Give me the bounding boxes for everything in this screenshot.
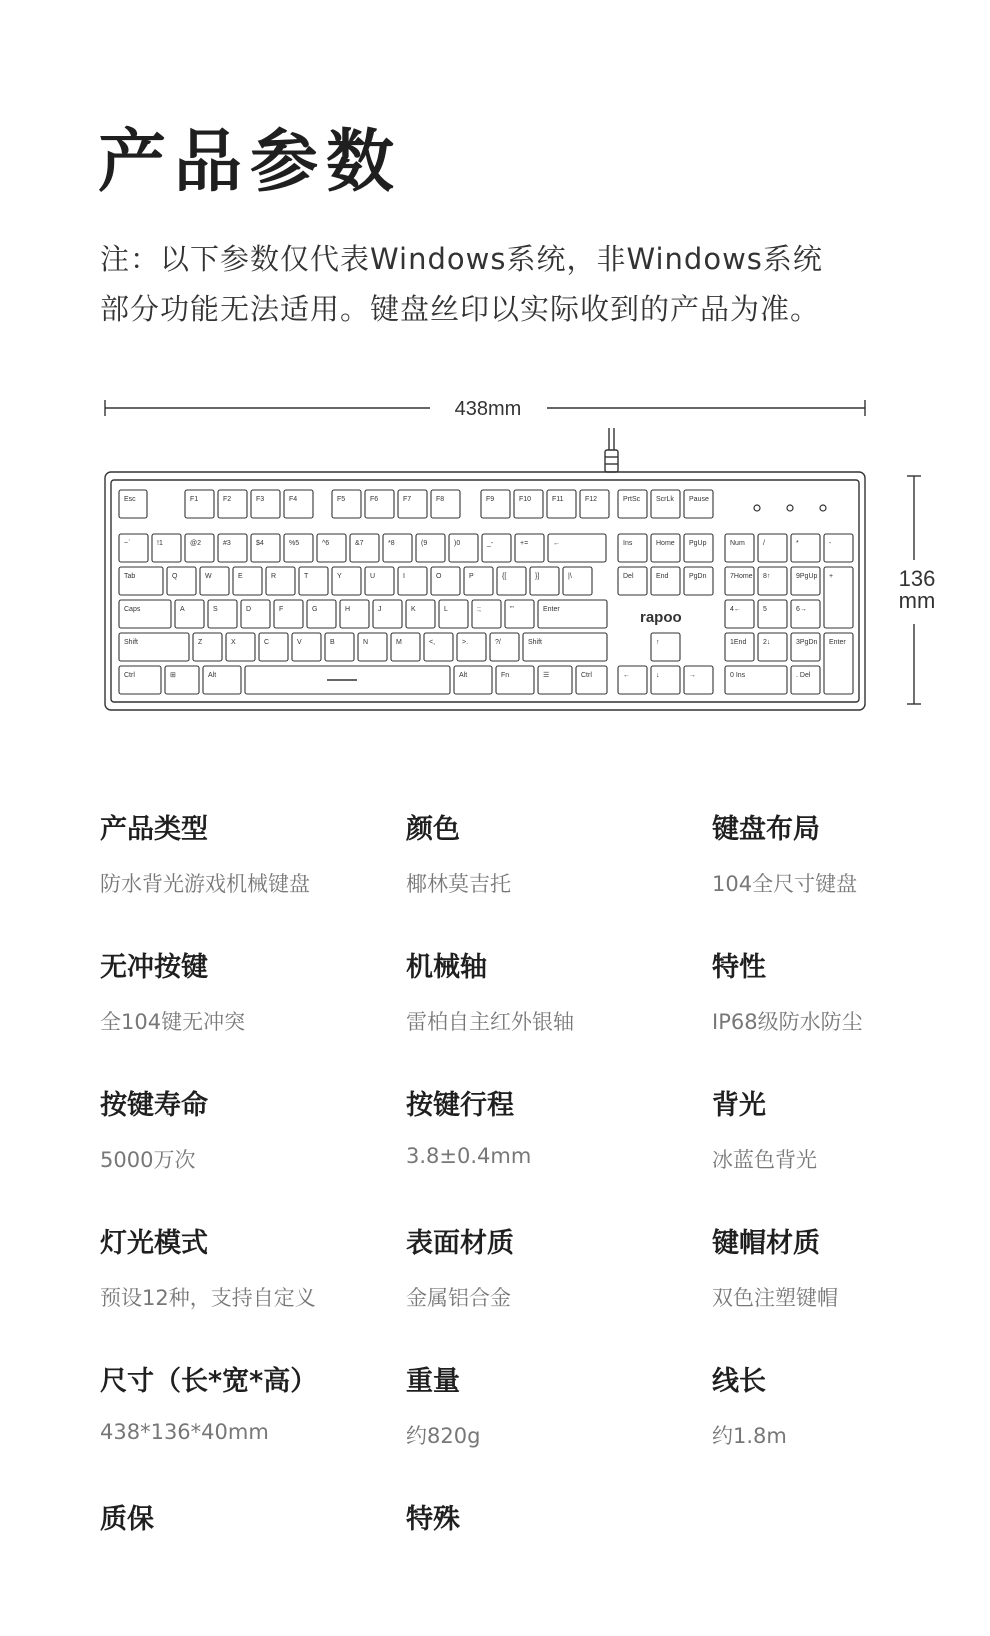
key-cap <box>791 666 820 694</box>
key-label: N <box>363 639 369 646</box>
key-label: ~` <box>124 540 131 547</box>
key-label: }] <box>535 573 540 580</box>
key-label: ← <box>553 540 560 547</box>
key-cap <box>618 534 647 562</box>
key-cap <box>824 534 853 562</box>
key-cap <box>226 633 255 661</box>
key-cap <box>431 490 460 518</box>
page-title: 产品参数 <box>98 123 403 202</box>
key-label: |\ <box>568 573 572 580</box>
spec-value: IP68级防水防尘 <box>712 1010 863 1034</box>
key-label: F12 <box>585 496 598 503</box>
key-label: Z <box>198 639 203 646</box>
key-cap <box>119 490 147 518</box>
key-label: - <box>829 540 832 547</box>
spec-label: 键盘布局 <box>712 814 820 845</box>
key-label: M <box>396 639 402 646</box>
key-label: F7 <box>403 496 412 503</box>
key-label: #3 <box>223 540 231 547</box>
key-cap <box>325 633 354 661</box>
spec-item <box>406 1498 712 1636</box>
key-cap <box>284 534 313 562</box>
spec-value: 冰蓝色背光 <box>712 1148 817 1172</box>
key-label: F3 <box>256 496 265 503</box>
spec-value: 全104键无冲突 <box>100 1010 246 1034</box>
key-cap <box>439 600 468 628</box>
key-cap <box>580 490 609 518</box>
key-cap <box>185 534 214 562</box>
spec-value: 椰林莫吉托 <box>406 872 511 896</box>
key-cap <box>651 633 680 661</box>
key-cap <box>523 633 607 661</box>
key-cap <box>218 490 247 518</box>
key-cap <box>398 567 427 595</box>
key-cap <box>464 567 493 595</box>
key-label: ?/ <box>495 639 501 646</box>
key-cap <box>651 567 680 595</box>
key-label: / <box>763 540 765 547</box>
key-cap <box>119 567 163 595</box>
key-cap <box>725 666 787 694</box>
spec-value: 防水背光游戏机械键盘 <box>100 872 310 896</box>
key-cap <box>548 534 606 562</box>
key-label: O <box>436 573 442 580</box>
key-label: >. <box>462 639 469 646</box>
key-cap <box>365 567 394 595</box>
key-cap <box>284 490 313 518</box>
key-cap <box>119 600 171 628</box>
spec-item <box>406 808 712 946</box>
key-cap <box>175 600 204 628</box>
key-label: + <box>829 573 834 580</box>
spec-value: 438*136*40mm <box>100 1420 269 1444</box>
key-cap <box>365 490 394 518</box>
width-label: 438mm <box>454 398 522 420</box>
spec-value: 104全尺寸键盘 <box>712 872 858 896</box>
key-label: (9 <box>421 540 428 547</box>
key-label: Caps <box>124 606 141 613</box>
key-cap <box>791 633 820 661</box>
key-label: D <box>246 606 252 613</box>
key-cap <box>251 534 280 562</box>
key-cap <box>758 633 787 661</box>
keyboard-dimension-diagram <box>95 390 955 720</box>
spec-value: 金属铝合金 <box>406 1286 511 1310</box>
key-cap <box>350 534 379 562</box>
led-indicator <box>754 505 760 511</box>
key-label: Esc <box>124 496 136 503</box>
key-cap <box>358 633 387 661</box>
key-label: Shift <box>124 639 139 646</box>
key-label: X <box>231 639 236 646</box>
spec-item <box>712 808 980 946</box>
key-label: ☰ <box>543 672 550 679</box>
led-indicator <box>787 505 793 511</box>
key-label: I <box>403 573 405 580</box>
key-label: F <box>279 606 284 613</box>
key-label: 1End <box>730 639 747 646</box>
key-cap <box>266 567 295 595</box>
spec-value: 双色注塑键帽 <box>712 1286 838 1310</box>
key-cap <box>193 633 222 661</box>
spec-item <box>100 1222 406 1360</box>
key-cap <box>332 490 361 518</box>
key-cap <box>332 567 361 595</box>
spec-item <box>712 1360 980 1498</box>
key-label: Ctrl <box>124 672 135 679</box>
spec-item <box>406 1084 712 1222</box>
key-label: PgUp <box>689 540 707 547</box>
key-cap <box>758 567 787 595</box>
key-cap <box>791 567 820 595</box>
key-cap <box>208 600 237 628</box>
key-label: Num <box>730 540 745 547</box>
key-cap <box>398 490 427 518</box>
key-label: PrtSc <box>623 496 641 503</box>
key-cap <box>618 567 647 595</box>
key-cap <box>530 567 559 595</box>
key-cap <box>758 600 787 628</box>
key-label: * <box>796 540 799 547</box>
key-cap <box>391 633 420 661</box>
spec-label: 质保 <box>100 1504 154 1535</box>
key-label: !1 <box>157 540 163 547</box>
key-cap <box>241 600 270 628</box>
spec-item <box>100 1498 406 1636</box>
spec-value: 约820g <box>406 1424 481 1448</box>
key-cap <box>167 567 196 595</box>
key-cap <box>185 490 214 518</box>
spec-item <box>406 946 712 1084</box>
key-cap <box>119 534 148 562</box>
height-label-unit: mm <box>898 588 936 613</box>
keyboard-keys <box>119 490 853 694</box>
spec-label: 尺寸（长*宽*高） <box>100 1366 318 1397</box>
key-label: Q <box>172 573 178 580</box>
key-label: Del <box>623 573 634 580</box>
key-label: G <box>312 606 318 613</box>
key-cap <box>340 600 369 628</box>
key-cap <box>200 567 229 595</box>
spec-item <box>406 1360 712 1498</box>
key-label: Y <box>337 573 342 580</box>
spec-label: 表面材质 <box>406 1228 514 1259</box>
key-label: S <box>213 606 218 613</box>
key-cap <box>791 600 820 628</box>
key-label: Home <box>656 540 675 547</box>
key-cap <box>651 534 680 562</box>
key-label: "' <box>510 606 514 613</box>
key-label: B <box>330 639 335 646</box>
key-label: R <box>271 573 277 580</box>
spec-value: 5000万次 <box>100 1148 196 1172</box>
key-label: K <box>411 606 416 613</box>
note-line-1: 注：以下参数仅代表Windows系统，非Windows系统 <box>100 242 823 276</box>
key-label: 4← <box>730 606 741 613</box>
key-cap <box>651 490 680 518</box>
key-label: Alt <box>459 672 468 679</box>
spec-value: 3.8±0.4mm <box>406 1144 532 1168</box>
spec-label: 重量 <box>406 1366 460 1397</box>
key-cap <box>299 567 328 595</box>
led-indicator <box>820 505 826 511</box>
key-cap <box>490 633 519 661</box>
key-cap <box>538 600 607 628</box>
key-label: )0 <box>454 540 461 547</box>
note-line-2: 部分功能无法适用。键盘丝印以实际收到的产品为准。 <box>100 292 821 326</box>
spec-item <box>100 1360 406 1498</box>
key-cap <box>472 600 501 628</box>
key-label: F8 <box>436 496 445 503</box>
key-cap <box>725 534 754 562</box>
rapoo-logo: rapoo <box>640 609 682 626</box>
key-label: L <box>444 606 448 613</box>
spec-label: 无冲按键 <box>100 952 208 983</box>
key-label: ↓ <box>656 672 660 679</box>
key-cap <box>758 534 787 562</box>
key-cap <box>373 600 402 628</box>
key-label: Shift <box>528 639 543 646</box>
spec-label: 产品类型 <box>100 814 208 845</box>
key-cap <box>424 633 453 661</box>
key-cap <box>684 490 713 518</box>
key-label: V <box>297 639 302 646</box>
key-cap <box>292 633 321 661</box>
key-cap <box>119 666 161 694</box>
key-cap <box>457 633 486 661</box>
key-cap <box>431 567 460 595</box>
key-label: P <box>469 573 474 580</box>
key-cap <box>618 490 647 518</box>
spec-item <box>100 946 406 1084</box>
key-label: Alt <box>208 672 217 679</box>
spec-label: 机械轴 <box>406 952 487 983</box>
key-cap <box>259 633 288 661</box>
key-cap <box>454 666 492 694</box>
key-cap <box>725 567 754 595</box>
key-label: . Del <box>796 672 811 679</box>
key-cap <box>725 600 754 628</box>
height-label-number: 136 <box>898 566 936 591</box>
key-label: @2 <box>190 540 201 547</box>
key-label: W <box>205 573 212 580</box>
key-label: C <box>264 639 270 646</box>
key-label: Fn <box>501 672 510 679</box>
key-label: PgDn <box>689 573 707 580</box>
key-label: 2↓ <box>763 639 771 646</box>
key-label: 5 <box>763 606 767 613</box>
key-cap <box>576 666 607 694</box>
key-cap <box>449 534 478 562</box>
key-label: 0 Ins <box>730 672 746 679</box>
key-cap <box>563 567 592 595</box>
key-label: Enter <box>543 606 560 613</box>
key-cap <box>274 600 303 628</box>
key-cap <box>791 534 820 562</box>
key-label: 9PgUp <box>796 573 818 580</box>
spec-label: 灯光模式 <box>100 1228 208 1259</box>
spec-value: 雷柏自主红外银轴 <box>406 1010 574 1034</box>
key-cap <box>119 633 189 661</box>
spec-label: 键帽材质 <box>712 1228 820 1259</box>
key-cap <box>165 666 199 694</box>
key-cap <box>684 567 713 595</box>
spec-item <box>712 946 980 1084</box>
key-cap <box>515 534 544 562</box>
spec-item <box>100 1084 406 1222</box>
spec-item <box>100 808 406 946</box>
key-label: {[ <box>502 573 507 580</box>
key-cap <box>684 666 713 694</box>
spec-label: 按键行程 <box>406 1090 514 1121</box>
key-cap <box>233 567 262 595</box>
key-label: ScrLk <box>656 496 674 503</box>
spec-item <box>712 1084 980 1222</box>
key-label: Pause <box>689 496 709 503</box>
spec-item <box>712 1222 980 1360</box>
key-cap <box>538 666 572 694</box>
key-label: F11 <box>552 496 564 503</box>
key-label: ↑ <box>656 639 660 646</box>
key-label: E <box>238 573 243 580</box>
key-label: 8↑ <box>763 573 771 580</box>
key-cap <box>481 490 510 518</box>
key-cap <box>547 490 576 518</box>
key-label: F2 <box>223 496 232 503</box>
key-label: *8 <box>388 540 395 547</box>
key-label: ^6 <box>322 540 330 547</box>
disclaimer-note <box>100 234 920 334</box>
key-cap <box>317 534 346 562</box>
key-label: ⊞ <box>170 672 176 679</box>
key-label: %5 <box>289 540 300 547</box>
key-label: 6→ <box>796 606 807 613</box>
key-label: F4 <box>289 496 298 503</box>
key-label: _- <box>487 540 494 547</box>
key-label: &7 <box>355 540 364 547</box>
spec-grid <box>100 808 980 1636</box>
key-cap <box>514 490 543 518</box>
key-label: $4 <box>256 540 264 547</box>
spec-value: 约1.8m <box>712 1424 787 1448</box>
spec-label: 线长 <box>712 1366 766 1397</box>
key-label: J <box>378 606 382 613</box>
key-cap <box>618 666 647 694</box>
key-label: → <box>689 672 696 679</box>
key-label: :; <box>477 606 481 613</box>
key-cap <box>152 534 181 562</box>
key-label: <, <box>429 639 436 646</box>
key-label: T <box>304 573 309 580</box>
key-cap <box>497 567 526 595</box>
key-label: H <box>345 606 351 613</box>
spec-label: 按键寿命 <box>100 1090 208 1121</box>
key-label: 3PgDn <box>796 639 818 646</box>
key-cap <box>505 600 534 628</box>
key-label: End <box>656 573 669 580</box>
key-cap <box>307 600 336 628</box>
key-label: += <box>520 540 529 547</box>
key-label: Tab <box>124 573 136 580</box>
key-cap <box>251 490 280 518</box>
key-label: F6 <box>370 496 379 503</box>
key-label: Enter <box>829 639 846 646</box>
key-label: 7Home <box>730 573 753 580</box>
key-cap <box>383 534 412 562</box>
spec-value: 预设12种，支持自定义 <box>100 1286 316 1310</box>
spec-item <box>406 1222 712 1360</box>
spec-label: 背光 <box>712 1090 766 1121</box>
key-cap <box>416 534 445 562</box>
key-label: Ins <box>623 540 633 547</box>
key-label: Ctrl <box>581 672 592 679</box>
key-cap <box>482 534 511 562</box>
key-cap <box>684 534 713 562</box>
key-label: F5 <box>337 496 346 503</box>
spec-label: 特殊 <box>406 1504 460 1535</box>
spec-label: 颜色 <box>406 814 460 845</box>
key-cap <box>725 633 754 661</box>
key-cap <box>218 534 247 562</box>
key-cap <box>651 666 680 694</box>
key-label: F9 <box>486 496 495 503</box>
key-cap <box>496 666 534 694</box>
key-cap <box>406 600 435 628</box>
key-label: F10 <box>519 496 532 503</box>
spec-label: 特性 <box>712 952 766 983</box>
key-label: U <box>370 573 376 580</box>
key-label: A <box>180 606 185 613</box>
key-label: ← <box>623 672 630 679</box>
key-label: F1 <box>190 496 199 503</box>
key-cap <box>203 666 241 694</box>
